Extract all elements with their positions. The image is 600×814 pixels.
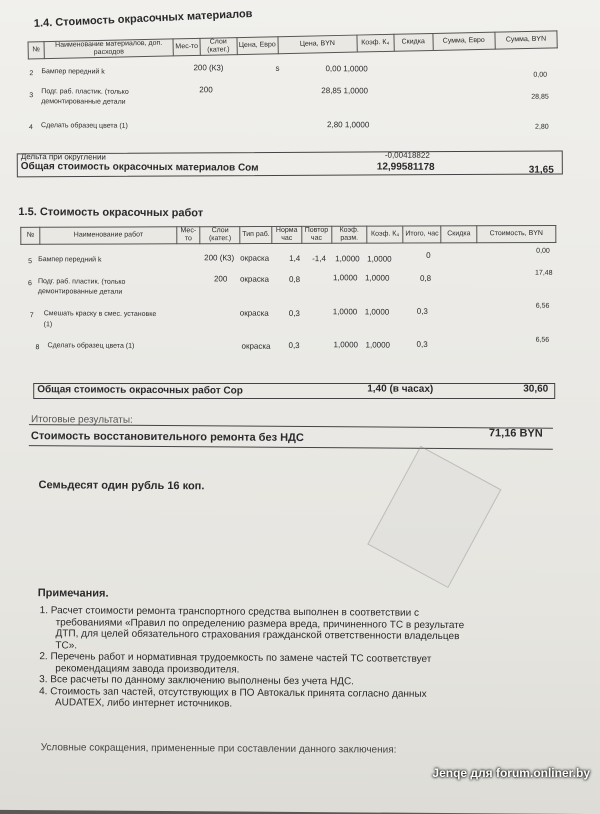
note-line: 1. Расчет стоимости ремонта транспортного средства выполнен в соответствии с xyxy=(39,605,420,619)
col-price-eur: Цена, Евро xyxy=(237,37,278,55)
col-sum-eur: Сумма, Евро xyxy=(433,32,496,50)
work-row-no: 8 xyxy=(35,344,40,352)
mat-row-no: 4 xyxy=(29,124,33,132)
col-type: Тип раб. xyxy=(240,226,272,243)
col-discount: Скидка xyxy=(441,226,477,243)
section-title-materials: 1.4. Стоимость окрасочных материалов xyxy=(33,7,253,30)
col-koef: Коэф. К₄ xyxy=(357,34,394,52)
stamp-mark xyxy=(367,446,501,588)
work-row-cost: 0,00 xyxy=(536,247,550,255)
work-row-k1: 1,0000 xyxy=(332,307,358,317)
works-total-byn: 30,60 xyxy=(523,383,549,395)
note-line: 3. Все расчеты по данному заключению выполнены без учета НДС. xyxy=(39,674,355,688)
col-total-hours: Итого, час xyxy=(403,226,441,243)
mat-row-name: Подг. раб. пластик. (только xyxy=(41,88,129,96)
mat-row-no: 3 xyxy=(29,92,34,100)
work-row-repeat: -1,4 xyxy=(312,254,326,264)
work-row-name-cont: (1) xyxy=(43,321,53,329)
note-line: AUDATEX, либо интернет источников. xyxy=(54,697,233,710)
mat-row-name: Бампер передний k xyxy=(41,68,105,76)
work-row-no: 5 xyxy=(28,258,33,266)
work-row-cost: 17,48 xyxy=(535,269,553,277)
work-row-total: 0 xyxy=(426,250,431,260)
mat-row-name-cont: демонтированные детали xyxy=(41,98,126,106)
note-line: 4. Стоимость зап частей, отсутствующих в ПО Автокальк принята согласно данных xyxy=(39,685,427,700)
work-row-k2: 1,0000 xyxy=(364,307,390,317)
work-row-total: 0,3 xyxy=(416,339,428,349)
mat-row-layers: 200 (К3) xyxy=(193,63,224,73)
work-row-total: 0,3 xyxy=(416,306,428,316)
results-label: Итоговые результаты: xyxy=(30,414,133,426)
work-row-type: окраска xyxy=(240,253,270,263)
forum-watermark: Jenqe для forum.onliner.by xyxy=(432,766,590,780)
mat-row-layers: 200 xyxy=(199,85,213,95)
repair-cost-label: Стоимость восстановительного ремонта без НДС xyxy=(30,430,304,445)
abbrev-line: Условные сокращения, примененные при составлении данного заключения: xyxy=(40,742,397,756)
works-table-header xyxy=(20,225,556,245)
delta-label: Дельта при округлении xyxy=(20,152,106,162)
work-row-type: окраска xyxy=(241,341,271,351)
work-row-type: окраска xyxy=(239,308,269,318)
note-line: 2. Перечень работ и нормативная трудоемкость по замене частей ТС соответствует xyxy=(39,651,432,665)
work-row-total: 0,8 xyxy=(419,273,432,283)
work-row-k1: 1,0000 xyxy=(333,340,359,350)
work-row-k1: 1,0000 xyxy=(335,254,360,264)
note-line: ДТП, для целей обязательного страхования гражданской ответственности владельцев xyxy=(55,628,460,643)
col-name: Наименование работ xyxy=(40,227,176,244)
col-layers: Слои (катег.) xyxy=(200,38,237,56)
col-place: Мес-то xyxy=(173,38,200,56)
section-title-works: 1.5. Стоимость окрасочных работ xyxy=(18,206,204,220)
mat-row-no: 2 xyxy=(29,70,34,78)
note-line: требованиями «Правил по определению размера вреда, причиненного ТС в результате xyxy=(55,616,465,631)
work-row-name: Смешать краску в смес. установке xyxy=(43,310,157,318)
works-total-hours: 1,40 (в часах) xyxy=(367,383,434,395)
works-total-label: Общая стоимость окрасочных работ Сор xyxy=(37,384,243,397)
mat-row-koef: 2,80 1,0000 xyxy=(327,120,370,130)
mat-row-sum: 2,80 xyxy=(535,123,549,131)
note-line: ТС». xyxy=(55,639,78,651)
col-sum-byn: Сумма, BYN xyxy=(495,31,558,49)
work-row-name: Подг. раб. пластик. (только xyxy=(37,278,126,286)
repair-cost-value: 71,16 BYN xyxy=(488,427,543,440)
col-no: № xyxy=(21,227,41,244)
work-row-no: 6 xyxy=(27,280,32,288)
col-koef-size: Коэф. разм. xyxy=(331,226,367,243)
col-discount: Скидка xyxy=(394,33,433,51)
mat-row-sum: 28,85 xyxy=(531,93,549,101)
col-no: № xyxy=(28,42,44,59)
materials-total-byn: 31,65 xyxy=(528,164,554,176)
work-row-type: окраска xyxy=(239,274,270,284)
work-row-name-cont: демонтированные детали xyxy=(37,288,123,296)
materials-table-header xyxy=(27,30,557,59)
col-name: Наименование материалов, доп. расходов xyxy=(44,39,174,59)
work-row-k2: 1,0000 xyxy=(364,273,390,283)
materials-total-value: 12,99581178 xyxy=(376,161,435,173)
mat-row-koef: 0,00 1,0000 xyxy=(325,64,368,74)
col-layers: Слои (катег.) xyxy=(200,227,240,244)
work-row-k1: 1,0000 xyxy=(332,273,358,283)
work-row-layers: 200 (К3) xyxy=(204,253,235,263)
work-row-k2: 1,0000 xyxy=(365,340,391,350)
work-row-k2: 1,0000 xyxy=(367,254,392,264)
work-row-name: Сделать образец цвета (1) xyxy=(47,342,135,350)
work-row-cost: 6,56 xyxy=(535,302,550,310)
work-row-norm: 0,3 xyxy=(288,308,300,318)
work-row-norm: 0,8 xyxy=(288,274,301,284)
notes-list xyxy=(39,605,464,711)
delta-value: -0,00418822 xyxy=(384,150,430,160)
work-row-name: Бампер передний k xyxy=(38,256,102,264)
materials-total-label: Общая стоимость окрасочных материалов Сом xyxy=(20,161,259,174)
mat-row-name: Сделать образец цвета (1) xyxy=(41,122,128,130)
work-row-layers: 200 xyxy=(213,274,228,284)
work-row-norm: 0,3 xyxy=(288,340,300,350)
work-row-no: 7 xyxy=(29,312,34,320)
col-place: Мес-то xyxy=(177,227,201,244)
mat-row-price: s xyxy=(275,63,280,73)
notes-title: Примечания. xyxy=(37,587,109,600)
mat-row-koef: 28,85 1,0000 xyxy=(321,86,369,96)
work-row-cost: 6,56 xyxy=(535,336,550,344)
col-koef-k4: Коэф. К₄ xyxy=(367,226,403,243)
col-price-byn: Цена, BYN xyxy=(278,35,357,54)
mat-row-sum: 0,00 xyxy=(533,71,548,79)
col-repeat: Повтор час xyxy=(302,226,332,243)
note-line: рекомендациям завода производителя. xyxy=(55,662,240,676)
work-row-norm: 1,4 xyxy=(289,253,301,263)
col-norm: Норма час xyxy=(272,226,302,243)
col-cost: Стоимость, BYN xyxy=(477,225,556,242)
cost-in-words: Семьдесят один рубль 16 коп. xyxy=(38,479,205,493)
